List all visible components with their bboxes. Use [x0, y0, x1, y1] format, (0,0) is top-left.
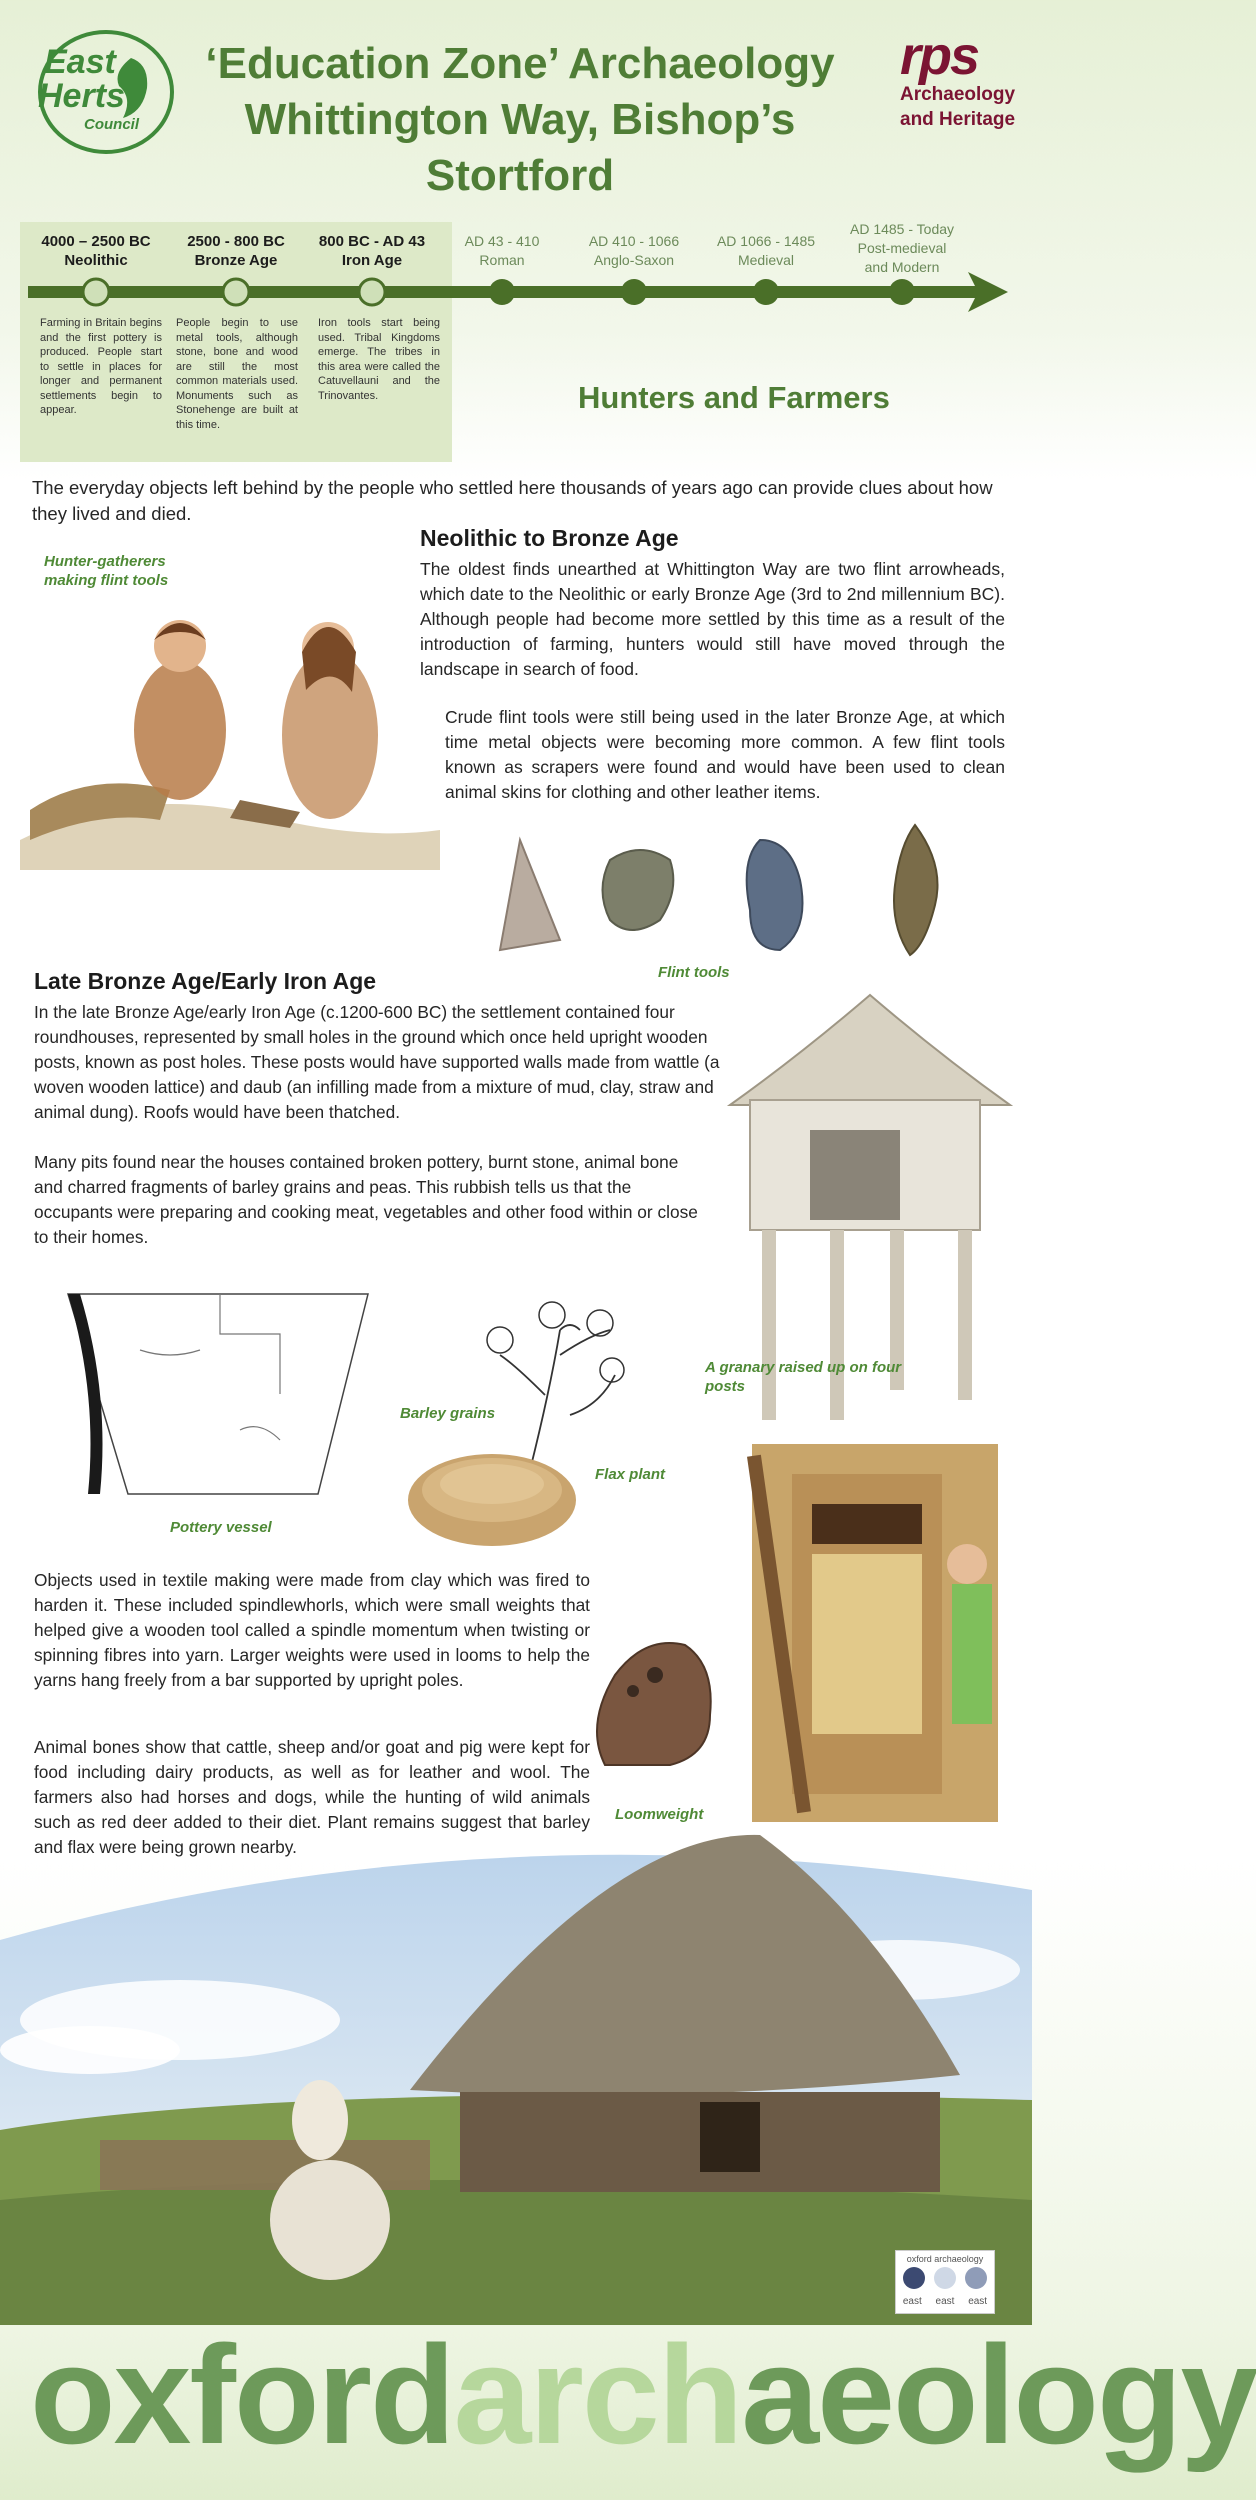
era-desc-bronze-age: People begin to use metal tools, although stone, bone and wood are still the most common materials used. Monuments such as Stonehenge are built at this time. — [176, 317, 298, 431]
caption-barley-grains: Barley grains — [400, 1405, 496, 1422]
caption-loomweight: Loomweight — [615, 1806, 704, 1823]
rps-logo — [900, 26, 1020, 86]
loom-weaver-illustration — [752, 1444, 998, 1822]
wordmark-oxford: oxford — [30, 2316, 454, 2473]
caption-pottery-vessel: Pottery vessel — [170, 1519, 272, 1536]
oxford-archaeology-east-badge — [895, 2250, 995, 2314]
section-title-hunters-farmers: Hunters and Farmers — [578, 380, 890, 415]
flint-scraper-1 — [603, 850, 674, 930]
flint-scraper-2 — [747, 840, 803, 950]
rps-tagline-line2: and Heritage — [900, 109, 1016, 130]
late-bronze-para1: In the late Bronze Age/early Iron Age (c.1200-600 BC) the settlement contained four roundhouses, represented by small holes in the ground which once held upright wooden posts, known as post holes. These posts would have supported walls made from wattle (a woven wooden lattice) and daub (an infilling made from a mixture of mud, clay, straw and animal dung). Roofs would have been thatched. — [34, 1002, 720, 1122]
roundhouse-scene-photo — [0, 1840, 1032, 2325]
intro-text: The everyday objects left behind by the people who settled here thousands of years ago can provide clues about how they lived and died. — [32, 477, 993, 524]
badge-circles-graphic — [896, 2265, 994, 2291]
caption-granary: A granary raised up on four posts — [705, 1359, 902, 1395]
era-name: Medieval — [737, 252, 795, 268]
badge-east-2: east — [935, 2296, 955, 2307]
era-desc-iron-age: Iron tools start being used. Tribal Kingdoms emerge. The tribes in this area were called the Catuvellauni and the Trinovantes. — [318, 317, 440, 402]
era-post-medieval — [837, 220, 967, 277]
neolithic-para1: The oldest finds unearthed at Whittington Way are two flint arrowheads, which date to the Neolithic or early Bronze Age (3rd to 2nd millennium BC). Although people had become more settled by this time as a result of the introduction of farming, hunters would still have moved through the landscape in search of food. — [420, 559, 1005, 679]
hunter-gatherers-illustration — [10, 560, 450, 880]
pottery-vessel-drawing — [60, 1290, 380, 1510]
neolithic-para2: Crude flint tools were still being used in the later Bronze Age, at which time metal objects were becoming more common. A few flint tools known as scrapers were found and would have been used to clean animal skins for clothing and other leather items. — [445, 707, 1005, 802]
era-iron-age — [307, 232, 437, 270]
east-herts-logo-line3: Council — [84, 116, 139, 133]
east-herts-logo-line2: Herts — [38, 77, 125, 115]
wordmark-arch: arch — [453, 2316, 742, 2473]
heading-late-bronze-age: Late Bronze Age/Early Iron Age — [34, 968, 377, 994]
era-name: Neolithic — [64, 252, 128, 269]
timeline-dot-medieval — [753, 279, 779, 305]
animals-para: Animal bones show that cattle, sheep and/or goat and pig were kept for food including dairy products, as well as for leather and wool. The farmers also had horses and dogs, while the hunting of wild animals such as red deer added to their diet. Plant remains suggest that barley and flax were being grown nearby. — [34, 1737, 590, 1857]
rps-logo-mark: rps — [900, 26, 979, 86]
era-bronze-age — [171, 232, 301, 270]
barley-grains-photo — [405, 1440, 580, 1550]
loomweight-photo — [585, 1635, 715, 1775]
badge-title: oxford archaeology — [906, 2254, 984, 2264]
badge-east-label — [896, 2296, 994, 2307]
timeline-dot-bronze-age — [223, 279, 249, 305]
rps-tagline-line1: Archaeology — [900, 84, 1016, 105]
era-name: Post-medieval — [857, 240, 947, 256]
badge-east-1: east — [902, 2296, 922, 2307]
flint-arrowhead-1 — [500, 840, 560, 950]
era-name: Bronze Age — [194, 252, 278, 269]
era-dates: AD 1485 - Today — [849, 221, 955, 237]
page-title-line2: Whittington Way, Bishop’s Stortford — [244, 95, 796, 200]
heading-neolithic-bronze-age: Neolithic to Bronze Age — [420, 525, 679, 551]
era-dates: 800 BC - AD 43 — [318, 233, 426, 250]
flint-arrowhead-2 — [894, 825, 938, 955]
oxford-archaeology-wordmark — [30, 2316, 1256, 2473]
era-desc-neolithic: Farming in Britain begins and the first pottery is produced. People start to settle in places for longer and permanent settlements begin to appear. — [40, 317, 162, 416]
era-dates: AD 1066 - 1485 — [716, 233, 816, 249]
era-name-line2: and Modern — [864, 259, 940, 275]
wordmark-aeology: aeology — [741, 2316, 1256, 2473]
timeline-dot-post-medieval — [889, 279, 915, 305]
page-title — [150, 36, 890, 204]
era-dates: AD 43 - 410 — [464, 233, 540, 249]
era-neolithic — [31, 232, 161, 270]
late-bronze-para2: Many pits found near the houses contained broken pottery, burnt stone, animal bone and charred fragments of barley grains and peas. This rubbish tells us that the occupants were preparing and cooking meat, vegetables and other food within or close to their homes. — [34, 1152, 698, 1247]
rps-tagline — [900, 82, 1015, 132]
caption-flint-tools: Flint tools — [658, 964, 730, 981]
era-name: Roman — [479, 252, 525, 268]
badge-east-3: east — [968, 2296, 988, 2307]
era-medieval — [701, 232, 831, 270]
era-dates: AD 410 - 1066 — [588, 233, 680, 249]
era-dates: 2500 - 800 BC — [187, 233, 285, 250]
timeline-dot-iron-age — [359, 279, 385, 305]
east-herts-logo-line1: East — [44, 43, 116, 81]
page-title-line1: ‘Education Zone’ Archaeology — [205, 39, 835, 88]
timeline-dot-neolithic — [83, 279, 109, 305]
flint-tools-photo — [460, 820, 1020, 970]
era-roman — [437, 232, 567, 270]
caption-flax-plant: Flax plant — [595, 1466, 666, 1483]
timeline-dot-anglo-saxon — [621, 279, 647, 305]
caption-hunter-gatherers: Hunter-gatherers making flint tools — [44, 553, 169, 589]
era-name: Anglo-Saxon — [593, 252, 675, 268]
era-name: Iron Age — [341, 252, 403, 269]
era-anglo-saxon — [569, 232, 699, 270]
textile-para: Objects used in textile making were made from clay which was fired to harden it. These included spindlewhorls, which were small weights that helped give a wooden tool called a spindle momentum when twisting or spinning fibres into yarn. Larger weights were used in looms to help the yarns hang freely from a bar supported by upright poles. — [34, 1570, 590, 1690]
timeline-dot-roman — [489, 279, 515, 305]
era-dates: 4000 – 2500 BC — [41, 233, 151, 250]
